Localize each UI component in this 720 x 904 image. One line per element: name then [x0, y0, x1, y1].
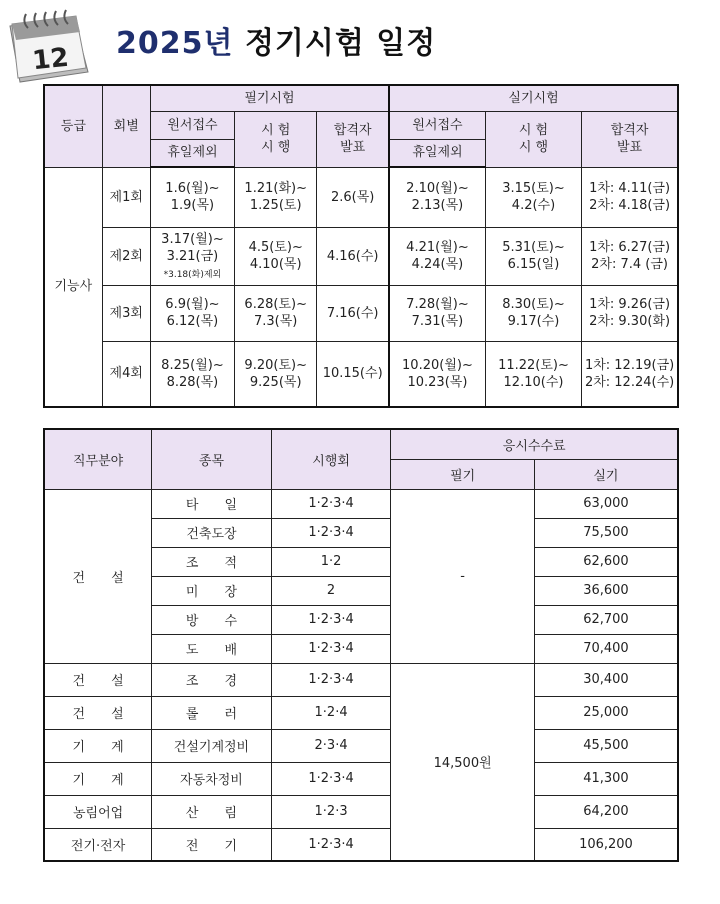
- written-exam-cell: [235, 167, 317, 227]
- fee-row: [44, 795, 678, 828]
- application-note: *3.18(화)제외: [163, 269, 222, 280]
- item-cell: 미 장: [152, 576, 272, 605]
- header-fee: 응시수수료: [391, 429, 678, 459]
- cell-line: 1차: 12.19(금): [584, 357, 675, 373]
- cell-line: 8.30(토)~: [502, 297, 565, 312]
- written-fee-cell: 14,500원: [391, 663, 535, 861]
- cell-line: 1.25(토): [249, 198, 302, 213]
- item-cell: 조 적: [152, 547, 272, 576]
- item-cell: 조 경: [152, 663, 272, 696]
- practical-fee-cell: 30,400: [534, 663, 678, 696]
- rounds-cell: 1·2·3: [271, 795, 391, 828]
- field-cell: 기 계: [44, 729, 152, 762]
- fee-row: [44, 696, 678, 729]
- item-cell: 타 일: [152, 489, 272, 518]
- cell-line: 4.24(목): [411, 257, 464, 272]
- header-fee-practical: 실기: [534, 459, 678, 489]
- cell-line: 11.22(토)~: [498, 357, 569, 373]
- written-exam-cell: [235, 341, 317, 407]
- practical-application-cell: [389, 341, 485, 407]
- field-cell: 농림어업: [44, 795, 152, 828]
- title-year: 2025년: [116, 26, 234, 61]
- fee-row: [44, 729, 678, 762]
- header-written-exclude: 휴일제외: [150, 139, 234, 167]
- practical-fee-cell: 63,000: [534, 489, 678, 518]
- practical-result-cell: [582, 341, 678, 407]
- item-cell: 도 배: [152, 634, 272, 663]
- cell-line: 3.15(토)~: [502, 181, 565, 196]
- cell-line: 5.31(토)~: [502, 240, 565, 255]
- cell-line: 9.25(목): [249, 374, 302, 390]
- cell-line: 1차: 9.26(금): [589, 297, 671, 312]
- page-header: [0, 0, 720, 80]
- written-exam-cell: [235, 227, 317, 285]
- grade-cell: 기능사: [44, 167, 102, 407]
- header-written: 필기시험: [150, 85, 389, 111]
- cell-line: 2차: 12.24(수): [584, 374, 675, 390]
- cell-line: 6.28(토)~: [244, 297, 307, 312]
- cell-line: 12.10(수): [503, 374, 564, 390]
- written-application-cell: [150, 227, 234, 285]
- exam-schedule-table: [43, 84, 679, 408]
- practical-fee-cell: 62,600: [534, 547, 678, 576]
- cell-line: 7.3(목): [254, 314, 298, 329]
- item-cell: 건축도장: [152, 518, 272, 547]
- item-cell: 산 림: [152, 795, 272, 828]
- practical-fee-cell: 106,200: [534, 828, 678, 861]
- cell-line: 7.31(목): [411, 314, 464, 329]
- calendar-icon: [6, 6, 94, 86]
- practical-fee-cell: 25,000: [534, 696, 678, 729]
- title-text: 정기시험 일정: [244, 26, 437, 61]
- cell-line: 7.28(월)~: [406, 297, 469, 312]
- rounds-cell: 1·2·3·4: [271, 663, 391, 696]
- field-cell: 건 설: [44, 663, 152, 696]
- practical-fee-cell: 62,700: [534, 605, 678, 634]
- schedule-row: [44, 227, 678, 285]
- schedule-row: [44, 341, 678, 407]
- rounds-cell: 1·2·3·4: [271, 518, 391, 547]
- field-cell: 건 설: [44, 489, 152, 663]
- schedule-row: [44, 285, 678, 341]
- header-practical-exam: 시 험 시 행: [485, 111, 581, 167]
- cell-line: 1.9(목): [170, 198, 215, 214]
- round-cell: 제4회: [102, 341, 150, 407]
- practical-fee-cell: 36,600: [534, 576, 678, 605]
- item-cell: 방 수: [152, 605, 272, 634]
- cell-line: 6.9(월)~: [165, 297, 220, 312]
- header-practical-application: 원서접수: [389, 111, 485, 139]
- schedule-row: [44, 167, 678, 227]
- page-title: [116, 18, 436, 62]
- practical-result-cell: [582, 227, 678, 285]
- cell-line: 9.20(토)~: [244, 357, 307, 373]
- header-practical-exclude: 휴일제외: [389, 139, 485, 167]
- rounds-cell: 1·2·4: [271, 696, 391, 729]
- header-field: 직무분야: [44, 429, 152, 489]
- field-cell: 건 설: [44, 696, 152, 729]
- written-exam-cell: [235, 285, 317, 341]
- cell-line: 4.2(수): [511, 198, 556, 213]
- field-cell: 전기·전자: [44, 828, 152, 861]
- cell-line: 1.21(화)~: [244, 181, 307, 196]
- practical-exam-cell: [485, 227, 581, 285]
- fee-row: [44, 663, 678, 696]
- practical-exam-cell: [485, 167, 581, 227]
- cell-line: 3.17(월)~: [161, 231, 224, 247]
- header-grade: 등급: [44, 85, 102, 167]
- cell-line: 8.25(월)~: [161, 357, 224, 373]
- header-practical-result: 합격자 발표: [582, 111, 678, 167]
- fee-row: [44, 762, 678, 795]
- header-practical: 실기시험: [389, 85, 678, 111]
- header-item: 종목: [152, 429, 272, 489]
- fee-row: [44, 828, 678, 861]
- practical-application-cell: [389, 227, 485, 285]
- cell-line: 4.21(월)~: [406, 240, 469, 255]
- practical-exam-cell: [485, 341, 581, 407]
- written-application-cell: [150, 285, 234, 341]
- practical-result-cell: [582, 167, 678, 227]
- rounds-cell: 2: [271, 576, 391, 605]
- practical-fee-cell: 75,500: [534, 518, 678, 547]
- written-result-cell: 4.16(수): [317, 227, 389, 285]
- rounds-cell: 1·2·3·4: [271, 489, 391, 518]
- cell-line: 2차: 4.18(금): [589, 198, 671, 213]
- written-result-cell: 2.6(목): [317, 167, 389, 227]
- practical-application-cell: [389, 167, 485, 227]
- header-written-exam: 시 험 시 행: [235, 111, 317, 167]
- cell-line: 8.28(목): [166, 374, 219, 390]
- item-cell: 자동차정비: [152, 762, 272, 795]
- cell-line: 6.12(목): [166, 314, 219, 329]
- rounds-cell: 2·3·4: [271, 729, 391, 762]
- cell-line: 2.13(목): [411, 198, 464, 214]
- round-cell: 제3회: [102, 285, 150, 341]
- written-result-cell: 7.16(수): [317, 285, 389, 341]
- rounds-cell: 1·2: [271, 547, 391, 576]
- rounds-cell: 1·2·3·4: [271, 634, 391, 663]
- cell-line: 2차: 7.4 (금): [591, 257, 668, 272]
- header-fee-written: 필기: [391, 459, 535, 489]
- round-cell: 제2회: [102, 227, 150, 285]
- header-round: 회별: [102, 85, 150, 167]
- rounds-cell: 1·2·3·4: [271, 828, 391, 861]
- practical-fee-cell: 70,400: [534, 634, 678, 663]
- practical-result-cell: [582, 285, 678, 341]
- cell-line: 1차: 6.27(금): [589, 240, 671, 255]
- practical-fee-cell: 64,200: [534, 795, 678, 828]
- field-cell: 기 계: [44, 762, 152, 795]
- cell-line: 6.15(일): [507, 257, 560, 272]
- header-written-result: 합격자 발표: [317, 111, 389, 167]
- cell-line: 2.10(월)~: [406, 181, 469, 197]
- item-cell: 건설기계정비: [152, 729, 272, 762]
- item-cell: 전 기: [152, 828, 272, 861]
- cell-line: 4.5(토)~: [248, 240, 303, 255]
- exam-fee-table: [43, 428, 679, 862]
- practical-fee-cell: 45,500: [534, 729, 678, 762]
- practical-application-cell: [389, 285, 485, 341]
- cell-line: 3.21(금): [166, 248, 219, 264]
- written-result-cell: 10.15(수): [317, 341, 389, 407]
- cell-line: 1.6(월)~: [165, 181, 220, 197]
- calendar-number: 12: [30, 42, 71, 77]
- cell-line: 2차: 9.30(화): [589, 314, 671, 329]
- rounds-cell: 1·2·3·4: [271, 605, 391, 634]
- round-cell: 제1회: [102, 167, 150, 227]
- written-fee-cell: -: [391, 489, 535, 663]
- cell-line: 4.10(목): [249, 257, 302, 272]
- header-written-application: 원서접수: [150, 111, 234, 139]
- cell-line: 9.17(수): [507, 314, 560, 329]
- cell-line: 10.20(월)~: [402, 357, 473, 373]
- cell-line: 1차: 4.11(금): [589, 181, 671, 196]
- item-cell: 롤 러: [152, 696, 272, 729]
- practical-exam-cell: [485, 285, 581, 341]
- written-application-cell: [150, 341, 234, 407]
- fee-row: [44, 489, 678, 518]
- written-application-cell: [150, 167, 234, 227]
- rounds-cell: 1·2·3·4: [271, 762, 391, 795]
- practical-fee-cell: 41,300: [534, 762, 678, 795]
- cell-line: 10.23(목): [407, 374, 468, 390]
- header-rounds: 시행회: [271, 429, 391, 489]
